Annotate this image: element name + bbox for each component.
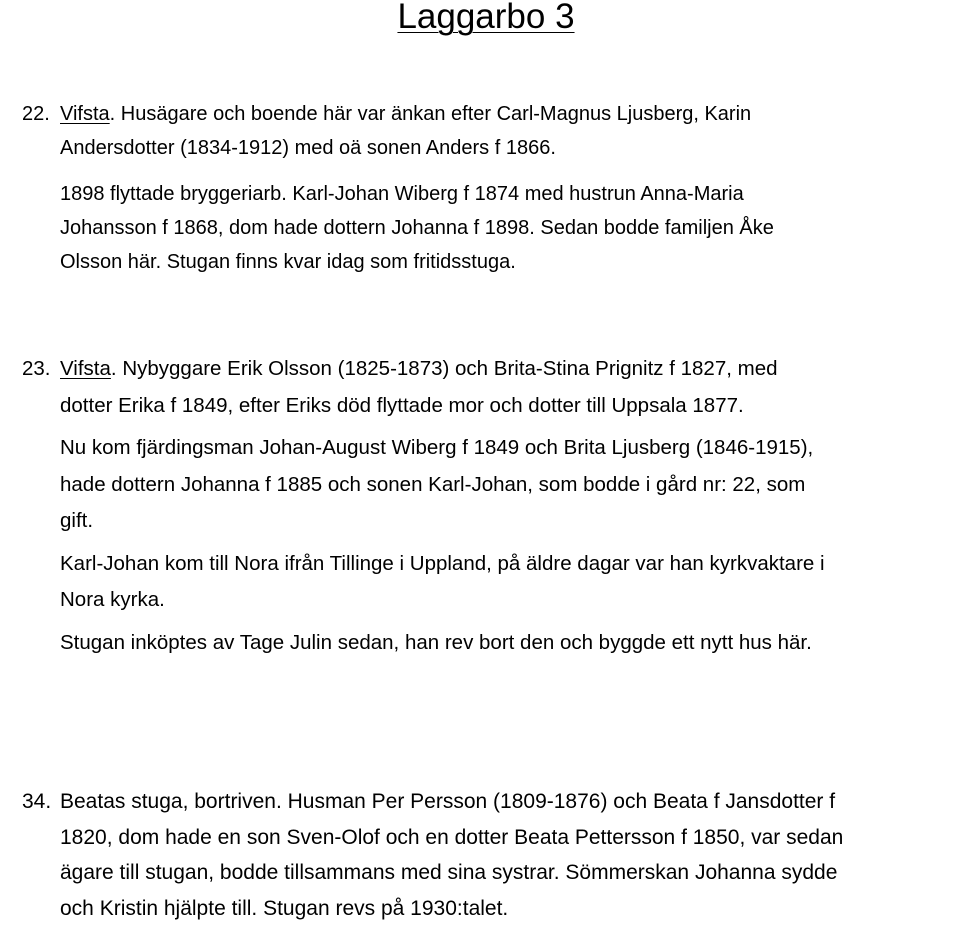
entry-paragraph: Vifsta. Husägare och boende här var änkan efter Carl-Magnus Ljusberg, Karin Andersdotter (1834-1912) med oä sonen Anders f 1866. bbox=[60, 103, 752, 159]
entry-number: 34. bbox=[22, 790, 52, 813]
entry-34 bbox=[22, 784, 960, 926]
entry-number: 22. bbox=[22, 103, 50, 125]
entry-paragraph: 1898 flyttade bryggeriarb. Karl-Johan Wiberg f 1874 med hustrun Anna-Maria Johansson f 1868, dom hade dottern Johanna f 1898. Sedan bodde familjen Åke Olsson här. Stugan finns kvar idag som fritidsstuga. bbox=[60, 183, 774, 273]
entry-paragraph: Vifsta. Nybyggare Erik Olsson (1825-1873) och Brita-Stina Prignitz f 1827, med dotter Erika f 1849, efter Eriks död flyttade mor och dotter till Uppsala 1877. bbox=[60, 357, 778, 417]
entry-paragraph: Karl-Johan kom till Nora ifrån Tillinge i Uppland, på äldre dagar var han kyrkvaktare i Nora kyrka. bbox=[60, 551, 825, 611]
entry-paragraph: Beatas stuga, bortriven. Husman Per Persson (1809-1876) och Beata f Jansdotter f 1820, dom hade en son Sven-Olof och en dotter Beata Pettersson f 1850, var sedan ägare till stugan, bodde tillsammans med sina systrar. Sömmerskan Johanna sydde och Kristin hjälpte till. Stugan revs på 1930:talet. bbox=[60, 790, 844, 920]
entry-23 bbox=[22, 351, 960, 661]
place-name: Vifsta bbox=[60, 357, 111, 380]
entry-22 bbox=[22, 97, 960, 279]
page-title: Laggarbo 3 bbox=[397, 0, 575, 36]
entry-paragraph: Stugan inköptes av Tage Julin sedan, han rev bort den och byggde ett nytt hus här. bbox=[60, 630, 812, 654]
place-name: Vifsta bbox=[60, 103, 110, 125]
entry-number: 23. bbox=[22, 357, 51, 380]
entry-paragraph: Nu kom fjärdingsman Johan-August Wiberg f 1849 och Brita Ljusberg (1846-1915), hade dottern Johanna f 1885 och sonen Karl-Johan, som bodde i gård nr: 22, som gift. bbox=[60, 436, 814, 532]
